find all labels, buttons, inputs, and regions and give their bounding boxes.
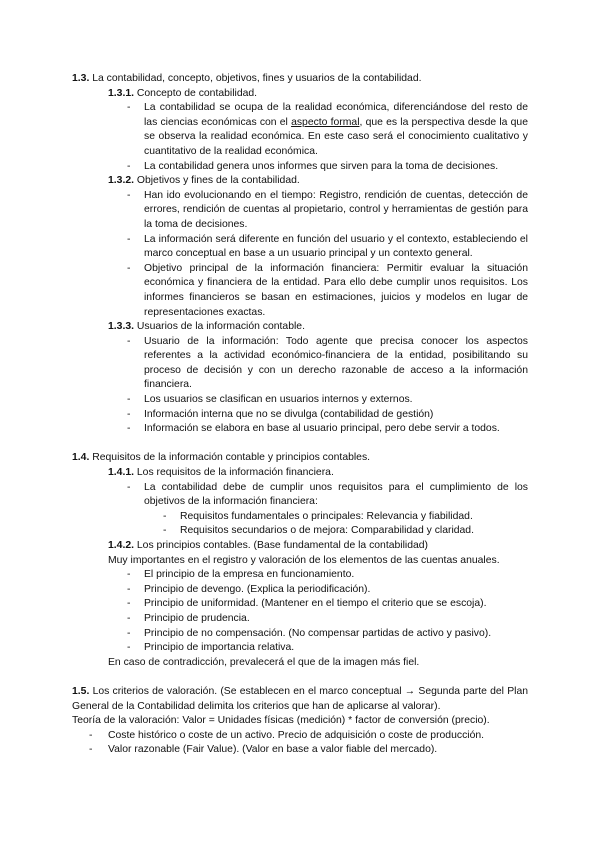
valuation-theory: Teoría de la valoración: Valor = Unidades físicas (medición) * factor de conversión (precio). xyxy=(72,715,490,727)
valuation-list xyxy=(72,729,528,758)
list-item: - La contabilidad genera unos informes que sirven para la toma de decisiones. xyxy=(127,160,499,172)
list-item: - Los usuarios se clasifican en usuarios internos y externos. xyxy=(127,394,413,406)
list-item: - Requisitos secundarios o de mejora: Comparabilidad y claridad. xyxy=(163,525,474,537)
list-item: - Han ido evolucionando en el tiempo: Registro, rendición de cuentas, detección de errores, rendición de cuentas al propietario, control y herramientas de gestión para la toma de decisiones. xyxy=(127,189,528,230)
list-item: - El principio de la empresa en funcionamiento. xyxy=(127,569,355,581)
bullet-list xyxy=(72,481,528,539)
bullet-list xyxy=(72,189,528,320)
list-item: - Objetivo principal de la información financiera: Permitir evaluar la situación económica y financiera de la entidad. Para ello debe cumplir unos requisitos. Los informes financieros se basan en estimaciones, juicios y modelos en lugar de representaciones exactas. xyxy=(127,262,528,318)
list-item: - Principio de importancia relativa. xyxy=(127,642,295,654)
list-item: - La contabilidad se ocupa de la realidad económica, diferenciándose del resto de las ciencias económicas con el aspecto formal, que es la perspectiva desde la que se observa la realidad económica. En este caso será el conocimiento cualitativo y cuantitativo de la realidad económica. xyxy=(127,102,528,157)
section-heading-1-3: 1.3. La contabilidad, concepto, objetivos, fines y usuarios de la contabilidad. xyxy=(72,73,422,84)
list-item: - La información será diferente en función del usuario y el contexto, estableciendo el marco conceptual en base a un usuario principal y un contexto general. xyxy=(127,233,528,260)
list-item: - Valor razonable (Fair Value). (Valor en base a valor fiable del mercado). xyxy=(89,744,438,756)
list-item: - Principio de devengo. (Explica la periodificación). xyxy=(127,583,371,595)
list-item: - Principio de prudencia. xyxy=(127,612,250,624)
list-item: - Información interna que no se divulga (contabilidad de gestión) xyxy=(127,408,434,420)
list-item: - Principio de no compensación. (No compensar partidas de activo y pasivo). xyxy=(127,627,492,639)
section-heading-1-4: 1.4. Requisitos de la información contable y principios contables. xyxy=(72,452,371,464)
principles-outro: En caso de contradicción, prevalecerá el que de la imagen más fiel. xyxy=(108,656,420,668)
list-item: - Usuario de la información: Todo agente que precisa conocer los aspectos referentes a la actividad económico-financiera de la entidad, posibilitando su proceso de decisión y con un derecho razonable de acceso a la información financiera. xyxy=(127,335,528,391)
subsection-heading-1-3-1: 1.3.1. Concepto de contabilidad. xyxy=(108,87,258,99)
subsection-heading-1-4-2: 1.4.2. Los principios contables. (Base fundamental de la contabilidad) xyxy=(108,540,429,551)
list-item: - Principio de uniformidad. (Mantener en el tiempo el criterio que se escoja). xyxy=(127,598,487,610)
principles-list xyxy=(72,568,528,656)
list-item: - Coste histórico o coste de un activo. Precio de adquisición o coste de producción. xyxy=(89,729,485,741)
subsection-heading-1-4-1: 1.4.1. Los requisitos de la información financiera. xyxy=(108,467,334,479)
bullet-list xyxy=(72,101,528,174)
subsection-heading-1-3-3: 1.3.3. Usuarios de la información contable. xyxy=(108,321,305,333)
principles-intro: Muy importantes en el registro y valoración de los elementos de las cuentas anuales. xyxy=(108,554,500,566)
document-page xyxy=(72,72,528,758)
list-item: - La contabilidad debe de cumplir unos requisitos para el cumplimiento de los objetivos de la información financiera: xyxy=(127,481,528,508)
list-item: - Información se elabora en base al usuario principal, pero debe servir a todos. xyxy=(127,423,500,435)
bullet-list xyxy=(72,335,528,437)
aspecto-formal-link: aspecto formal xyxy=(291,116,360,128)
list-item: - Requisitos fundamentales o principales: Relevancia y fiabilidad. xyxy=(163,510,473,522)
subsection-heading-1-3-2: 1.3.2. Objetivos y fines de la contabilidad. xyxy=(108,175,300,187)
section-paragraph-1-5: 1.5. Los criterios de valoración. (Se establecen en el marco conceptual → Segunda parte del Plan General de la Contabilidad delimita los criterios que han de aplicarse al valorar). xyxy=(72,685,528,712)
